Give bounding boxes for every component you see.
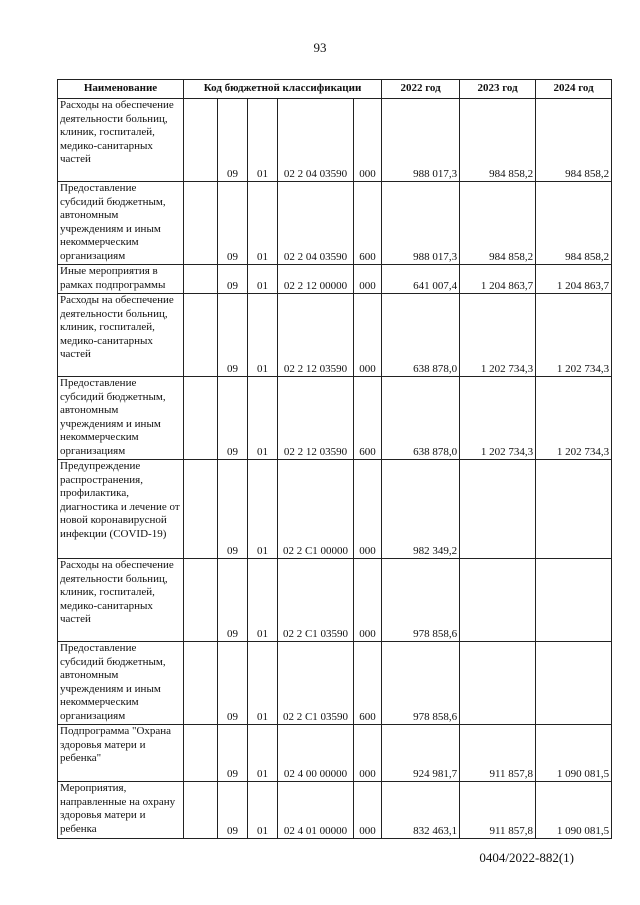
code-cell-expense-type: 000 [354,559,382,642]
code-cell-subsection: 01 [248,725,278,782]
code-cell-1 [184,377,218,460]
code-cell-section: 09 [218,182,248,265]
page-number: 93 [313,40,327,55]
code-cell-expense-type: 000 [354,460,382,559]
code-cell-expense-type: 000 [354,782,382,839]
value-2024: 1 202 734,3 [536,294,612,377]
table-row [58,460,612,559]
table-row [58,294,612,377]
code-cell-expense-type: 000 [354,294,382,377]
code-cell-section: 09 [218,294,248,377]
code-cell-1 [184,725,218,782]
value-2022: 982 349,2 [382,460,460,559]
row-name: Подпрограмма "Охрана здоровья матери и ребенка" [58,725,184,782]
value-2023 [460,460,536,559]
row-name: Расходы на обеспечение деятельности больниц, клиник, госпиталей, медико-санитарных частей [58,294,184,377]
value-2024: 1 204 863,7 [536,265,612,294]
code-cell-1 [184,559,218,642]
header-budget-code: Код бюджетной классификации [184,80,382,99]
code-cell-expense-type: 600 [354,182,382,265]
value-2024: 984 858,2 [536,99,612,182]
table-row [58,182,612,265]
code-cell-expense-type: 000 [354,99,382,182]
code-cell-1 [184,642,218,725]
code-cell-subsection: 01 [248,460,278,559]
value-2022: 638 878,0 [382,377,460,460]
row-name: Иные мероприятия в рамках подпрограммы [58,265,184,294]
value-2024 [536,559,612,642]
header-2022: 2022 год [382,80,460,99]
code-cell-section: 09 [218,460,248,559]
value-2024 [536,460,612,559]
value-2024: 984 858,2 [536,182,612,265]
code-cell-1 [184,265,218,294]
row-name: Расходы на обеспечение деятельности больниц, клиник, госпиталей, медико-санитарных частей [58,99,184,182]
value-2022: 988 017,3 [382,99,460,182]
table-row [58,642,612,725]
value-2023: 1 202 734,3 [460,377,536,460]
value-2024 [536,642,612,725]
value-2022: 988 017,3 [382,182,460,265]
value-2022: 978 858,6 [382,559,460,642]
value-2024: 1 090 081,5 [536,782,612,839]
value-2022: 924 981,7 [382,725,460,782]
code-cell-target-article: 02 2 12 03590 [278,377,354,460]
code-cell-target-article: 02 2 04 03590 [278,182,354,265]
table-row [58,265,612,294]
row-name: Предупреждение распространения, профилактика, диагностика и лечение от новой коронавирусной инфекции (COVID-19) [58,460,184,559]
row-name: Предоставление субсидий бюджетным, автономным учреждениям и иным некоммерческим организациям [58,377,184,460]
code-cell-section: 09 [218,265,248,294]
code-cell-subsection: 01 [248,642,278,725]
header-2023: 2023 год [460,80,536,99]
code-cell-expense-type: 600 [354,642,382,725]
value-2023: 911 857,8 [460,782,536,839]
code-cell-section: 09 [218,642,248,725]
row-name: Расходы на обеспечение деятельности больниц, клиник, госпиталей, медико-санитарных частей [58,559,184,642]
value-2023: 984 858,2 [460,99,536,182]
value-2024: 1 202 734,3 [536,377,612,460]
code-cell-target-article: 02 2 12 03590 [278,294,354,377]
code-cell-target-article: 02 2 С1 03590 [278,642,354,725]
code-cell-section: 09 [218,559,248,642]
value-2022: 638 878,0 [382,294,460,377]
table-row [58,559,612,642]
code-cell-target-article: 02 4 00 00000 [278,725,354,782]
code-cell-section: 09 [218,725,248,782]
code-cell-subsection: 01 [248,182,278,265]
code-cell-subsection: 01 [248,294,278,377]
budget-table [57,79,612,839]
value-2023: 911 857,8 [460,725,536,782]
code-cell-1 [184,294,218,377]
code-cell-target-article: 02 2 12 00000 [278,265,354,294]
code-cell-subsection: 01 [248,265,278,294]
value-2023: 1 204 863,7 [460,265,536,294]
table-row [58,99,612,182]
code-cell-subsection: 01 [248,377,278,460]
code-cell-target-article: 02 2 С1 00000 [278,460,354,559]
table-row [58,377,612,460]
code-cell-expense-type: 600 [354,377,382,460]
code-cell-target-article: 02 2 С1 03590 [278,559,354,642]
row-name: Предоставление субсидий бюджетным, автономным учреждениям и иным некоммерческим организациям [58,182,184,265]
header-2024: 2024 год [536,80,612,99]
table-header-row [58,80,612,99]
code-cell-subsection: 01 [248,559,278,642]
table-row [58,725,612,782]
code-cell-section: 09 [218,377,248,460]
value-2022: 978 858,6 [382,642,460,725]
value-2023 [460,559,536,642]
code-cell-section: 09 [218,782,248,839]
code-cell-expense-type: 000 [354,725,382,782]
row-name: Мероприятия, направленные на охрану здоровья матери и ребенка [58,782,184,839]
code-cell-section: 09 [218,99,248,182]
row-name: Предоставление субсидий бюджетным, автономным учреждениям и иным некоммерческим организациям [58,642,184,725]
value-2023: 984 858,2 [460,182,536,265]
code-cell-target-article: 02 2 04 03590 [278,99,354,182]
code-cell-1 [184,460,218,559]
code-cell-1 [184,782,218,839]
code-cell-1 [184,182,218,265]
value-2023 [460,642,536,725]
code-cell-subsection: 01 [248,99,278,182]
code-cell-1 [184,99,218,182]
header-name: Наименование [58,80,184,99]
value-2022: 832 463,1 [382,782,460,839]
code-cell-target-article: 02 4 01 00000 [278,782,354,839]
code-cell-expense-type: 000 [354,265,382,294]
code-cell-subsection: 01 [248,782,278,839]
value-2023: 1 202 734,3 [460,294,536,377]
value-2022: 641 007,4 [382,265,460,294]
table-row [58,782,612,839]
document-id: 0404/2022-882(1) [479,850,574,865]
value-2024: 1 090 081,5 [536,725,612,782]
